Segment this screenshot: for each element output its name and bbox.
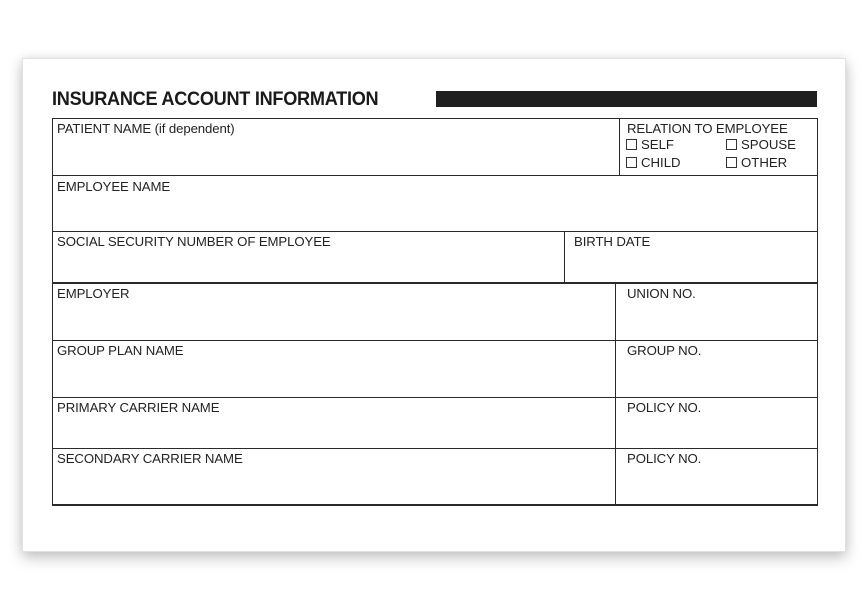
column-divider (619, 118, 620, 175)
ssn-label: SOCIAL SECURITY NUMBER OF EMPLOYEE (57, 234, 331, 249)
checkbox-icon (626, 157, 637, 168)
secondary-policy-no-label: POLICY NO. (627, 451, 702, 466)
secondary-policy-no-field[interactable] (622, 468, 812, 502)
employer-label: EMPLOYER (57, 286, 130, 301)
row-divider (52, 448, 818, 449)
primary-policy-no-field[interactable] (622, 417, 812, 445)
relation-self-checkbox[interactable] (626, 137, 674, 152)
checkbox-label: CHILD (641, 155, 681, 170)
row-divider (52, 397, 818, 398)
employee-name-label: EMPLOYEE NAME (57, 179, 171, 194)
column-divider (615, 283, 616, 505)
patient-name-field[interactable] (56, 138, 614, 172)
form-title: INSURANCE ACCOUNT INFORMATION (52, 88, 379, 110)
birth-date-field[interactable] (570, 251, 812, 280)
relation-other-checkbox[interactable] (726, 155, 787, 170)
column-divider (564, 231, 565, 283)
checkbox-icon (726, 157, 737, 168)
group-plan-name-label: GROUP PLAN NAME (57, 343, 184, 358)
relation-child-checkbox[interactable] (626, 155, 681, 170)
secondary-carrier-name-label: SECONDARY CARRIER NAME (57, 451, 243, 466)
primary-policy-no-label: POLICY NO. (627, 400, 702, 415)
table-border-bottom (52, 504, 818, 506)
secondary-carrier-name-field[interactable] (56, 468, 611, 502)
employer-field[interactable] (56, 303, 611, 337)
union-no-label: UNION NO. (627, 286, 696, 301)
patient-name-label: PATIENT NAME (if dependent) (57, 121, 235, 136)
relation-spouse-checkbox[interactable] (726, 137, 796, 152)
title-bar-decoration (436, 91, 817, 107)
ssn-field[interactable] (56, 251, 560, 280)
row-divider (52, 231, 818, 232)
row-divider (52, 282, 818, 284)
birth-date-label: BIRTH DATE (574, 234, 651, 249)
group-no-label: GROUP NO. (627, 343, 702, 358)
row-divider (52, 175, 818, 176)
checkbox-label: SELF (641, 137, 674, 152)
checkbox-label: OTHER (741, 155, 788, 170)
employee-name-field[interactable] (56, 196, 812, 228)
primary-carrier-name-label: PRIMARY CARRIER NAME (57, 400, 220, 415)
row-divider (52, 340, 818, 341)
table-border-top (52, 118, 818, 119)
checkbox-label: SPOUSE (741, 137, 796, 152)
union-no-field[interactable] (622, 303, 812, 337)
primary-carrier-name-field[interactable] (56, 417, 611, 445)
group-plan-name-field[interactable] (56, 360, 611, 394)
group-no-field[interactable] (622, 360, 812, 394)
relation-label: RELATION TO EMPLOYEE (627, 121, 788, 136)
checkbox-icon (726, 139, 737, 150)
checkbox-icon (626, 139, 637, 150)
